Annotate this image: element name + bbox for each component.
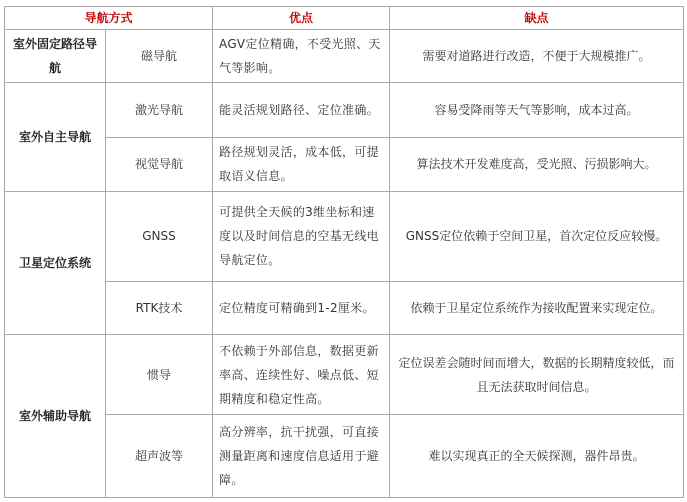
header-row — [5, 7, 684, 30]
method-cell: 惯导 — [106, 334, 213, 415]
table-row — [5, 192, 684, 282]
category-cell: 卫星定位系统 — [5, 192, 106, 335]
method-cell: RTK技术 — [106, 281, 213, 334]
pro-cell: 高分辨率，抗干扰强，可直接测量距离和速度信息适用于避障。 — [213, 415, 390, 498]
method-cell: 磁导航 — [106, 30, 213, 83]
con-cell: GNSS定位依赖于空间卫星，首次定位反应较慢。 — [390, 192, 684, 282]
category-cell: 室外自主导航 — [5, 83, 106, 192]
con-cell: 定位误差会随时间而增大，数据的长期精度较低，而且无法获取时间信息。 — [390, 334, 684, 415]
con-cell: 算法技术开发难度高，受光照、污损影响大。 — [390, 137, 684, 191]
pro-cell: 能灵活规划路径、定位准确。 — [213, 83, 390, 137]
header-method: 导航方式 — [5, 7, 213, 30]
method-cell: 视觉导航 — [106, 137, 213, 191]
con-cell: 难以实现真正的全天候探测，器件昂贵。 — [390, 415, 684, 498]
table-row — [5, 30, 684, 83]
category-cell: 室外固定路径导航 — [5, 30, 106, 83]
pro-cell: 路径规划灵活，成本低，可提取语义信息。 — [213, 137, 390, 191]
navigation-comparison-table — [4, 6, 684, 498]
method-cell: 激光导航 — [106, 83, 213, 137]
pro-cell: 定位精度可精确到1-2厘米。 — [213, 281, 390, 334]
con-cell: 依赖于卫星定位系统作为接收配置来实现定位。 — [390, 281, 684, 334]
category-cell: 室外辅助导航 — [5, 334, 106, 497]
con-cell: 容易受降雨等天气等影响，成本过高。 — [390, 83, 684, 137]
method-cell: 超声波等 — [106, 415, 213, 498]
con-cell: 需要对道路进行改造，不便于大规模推广。 — [390, 30, 684, 83]
table-row — [5, 83, 684, 137]
pro-cell: AGV定位精确，不受光照、天气等影响。 — [213, 30, 390, 83]
pro-cell: 不依赖于外部信息，数据更新率高、连续性好、噪点低、短期精度和稳定性高。 — [213, 334, 390, 415]
pro-cell: 可提供全天候的3维坐标和速度以及时间信息的空基无线电导航定位。 — [213, 192, 390, 282]
header-con: 缺点 — [390, 7, 684, 30]
table-row — [5, 334, 684, 415]
method-cell: GNSS — [106, 192, 213, 282]
table-row — [5, 281, 684, 334]
table-row — [5, 137, 684, 191]
header-pro: 优点 — [213, 7, 390, 30]
table-row — [5, 415, 684, 498]
